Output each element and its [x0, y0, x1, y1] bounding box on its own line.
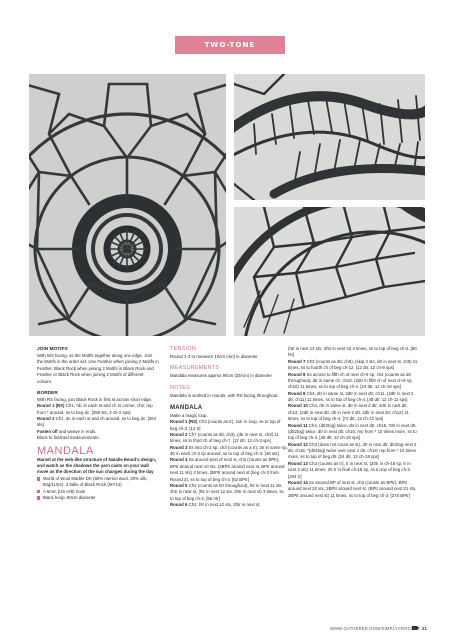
- round-label: Round 8: [288, 371, 306, 377]
- mandala-round-9: [288, 391, 418, 404]
- tension-heading: TENSION: [170, 346, 197, 352]
- notes-text: Mandala is worked in rounds, with RS facing throughout.: [170, 392, 279, 398]
- border-text: With RS facing, join Black Rock in first st across short edge.: [37, 396, 153, 402]
- border-round-2: [37, 416, 159, 429]
- mandala-round-2: [170, 432, 288, 445]
- mandala-round-11: [288, 423, 418, 442]
- mandala-section-title: MANDALA: [37, 444, 94, 457]
- round-text: Ss into ch-3 sp, ch3 (counts as a tr), 3tr in same sp, 4tr in each ch-3 sp around, ss to top of beg ch-3. [48 sts]: [170, 444, 288, 456]
- round-label: Round 9: [288, 390, 306, 396]
- materials-list: [37, 476, 159, 502]
- round-text: Ch4, dtr in same st, 2dtr in next dtr, ch11, (2dtr in next 2 dtr, ch11) 11 times, ss to top of beg ch-4. [48 dtr, 12 ch-11 sps]: [288, 390, 414, 402]
- mandala-round-6: [170, 502, 288, 508]
- bullet-marker: [37, 490, 40, 493]
- mandala-round-1: [170, 419, 288, 432]
- mandala-round-8: [288, 372, 418, 391]
- round-text: Ss around post of next st, ch3 (counts as BPtr), BPtr around next 10 sts, (2BPtr around next st, BPtr around next 11 sts) 3 times, 2BPtr around next st (beg ch-3 from Round 3), ss to top of beg ch-3. [52 BPtr]: [170, 457, 285, 482]
- materials-item-yarn: [37, 476, 159, 489]
- bullet-marker: [37, 477, 40, 480]
- notes-heading: NOTES: [170, 384, 191, 391]
- mandala-detail-image-bottom: [234, 207, 425, 336]
- fasten-label: Fasten off: [37, 428, 58, 434]
- mandala-intro: Marvel at the web-like structure of Natalie Beard's design, and watch as the shadows the yarn casts on your wall move as the direction of the sun changes during the day: [37, 456, 157, 475]
- round-text: Ch3 (does not count as st), dtr in next dtr, dtr2tog next 2 dtr, ch18, *(dtr2tog) twice over next 4 dtr, ch18; rep from * 10 times more, ss to top of beg dtr. [24 dtr, 12 ch-18 sps]: [288, 441, 417, 460]
- tension-text: Round 1-3 to measure 10cm (4in) in diameter: [170, 353, 258, 359]
- round-label: Round 13: [288, 460, 308, 466]
- mandala-round-7: [288, 359, 418, 372]
- round-text: Ch4, dtr in same st, dtr in next 2 dtr, 2dtr in next dtr, ch12, (2dtr in next dtr, dtr in next 2 dtr, 2dtr in next dtr, ch12) 11 times, ss to top of beg ch-4. [72 dtr, 12 ch-12 sps]: [288, 403, 409, 422]
- materials-text: World of Wool Marble DK (80% merino wool, 20% silk, 50g/110m), 3 balls of Black Rock (MY14): [43, 475, 148, 488]
- round-text: Ch3 (counts as dtr, ch9), (skip 4 sts, dtr in next st, ch9) 11 times, ss to fourth ch of beg ch-12. [12 dtr, 12 ch-9 sps]: [288, 358, 418, 371]
- text-column-3: [288, 346, 418, 499]
- round-label: Round 10: [288, 403, 308, 409]
- join-motifs-text: With WS facing, ss the Motifs together along one edge. Join the Motifs in the order set. Use Feather when joining 2 Motifs in Feather, Black Rock when joining 2 Motifs in Black Rock and Feather or Black Rock when joining 2 Motifs of different colours.: [37, 353, 159, 384]
- mandala-round-12: [288, 442, 418, 461]
- mandala-detail-image-top: [234, 74, 425, 200]
- round-label: Round 12: [288, 441, 308, 447]
- round-label: Round 6: [170, 502, 188, 507]
- round-text: Ch3 (counts as tr), tr in next st, (20tr in ch-18 sp, tr in next 2 sts) 11 times, 20 tr in final ch-18 sp, ss to top of beg ch-3. [264 tr]: [288, 460, 412, 479]
- text-column-2: [170, 346, 288, 508]
- mandala-centre-image: [29, 74, 226, 336]
- round-label: Round 1 (RS): [37, 403, 65, 409]
- materials-item-hoop: [37, 495, 159, 501]
- mandala-round-13: [288, 461, 418, 480]
- round-label: Round 5: [170, 482, 188, 488]
- round-label: Round 3: [170, 444, 188, 450]
- mandala-round-5: [170, 483, 288, 502]
- round-label: Round 4: [170, 457, 188, 463]
- mandala-detail-photo-top: [234, 74, 425, 200]
- footer-site-url: WWW.GATHERED.HOW/SIMPLYCROCHET: [329, 626, 420, 631]
- round-text: Ss across to fifth ch of next ch-9 sp, ch4 (counts as dtr throughout), dtr in same ch, ch10, (2dtr in fifth ch of next ch-9 sp, ch10) 11 times, ss to top of beg ch-4. [24 dtr, 12 ch-10 sps]: [288, 371, 413, 390]
- section-banner: TWO-TONE COLLECTION: [175, 36, 285, 54]
- round-text: Ch3 (counts as tr), 11tr in loop, ss to top of beg ch-3. [12 tr]: [170, 419, 281, 431]
- bullet-marker: [37, 496, 40, 499]
- round-label: Round 1 (RS): [170, 419, 198, 425]
- round-label: Round 11: [288, 422, 308, 428]
- mandala-centre-photo: [29, 74, 226, 336]
- round-text: Ch1, dc in each st and ch around, ss to beg dc. [364 sts]: [37, 416, 157, 428]
- round-text: Ch7 (counts as dtr, ch3), (dtr in next st, ch3) 11 times, ss to third ch of beg ch-7. [12 dtr, 12 ch-3 sps]: [170, 431, 279, 444]
- block-text: Block to finished measurements.: [37, 435, 100, 441]
- page-number: 21: [421, 626, 427, 631]
- mandala-round-3: [170, 445, 288, 458]
- mandala-heading: MANDALA: [170, 404, 203, 411]
- border-heading: BORDER: [37, 390, 58, 396]
- mandala-round-10: [288, 403, 418, 422]
- page-footer: [330, 626, 427, 631]
- round-text: Ch1, *dc in each st and ch to corner, ch2; rep from * around, ss to beg dc. [356 sts, 4 ch-2 sps]: [37, 403, 153, 415]
- round-text: Ch4, (dtr2tog) twice, dtr in next dtr, ch15, *dtr in next dtr, (dtr2tog) twice, dtr in next dtr, ch15; rep from * 10 times more, ss to top of beg ch-4. [48 dtr, 12 ch-15 sps]: [288, 422, 417, 441]
- join-motifs-heading: JOIN MOTIFS: [37, 347, 68, 352]
- round-text: Ss around BP of next st, ch3 (counts as BPtr), BPtr around next 20 sts, 2BPtr around next st, (BPtr around next 21 sts, 2BPtr around next st) 11 times, ss to top of beg ch-3. [276 BPtr]: [288, 479, 417, 498]
- text-column-1: [37, 346, 159, 501]
- round-label: Round 7: [288, 358, 306, 364]
- round-label: Round 2: [170, 431, 188, 437]
- round-6-continued: (htr in next 13 sts, 2htr in next st) 3 times, ss to top of beg ch-2. [60 htr]: [288, 346, 417, 358]
- make-ring-text: Make a magic loop.: [170, 412, 208, 418]
- materials-text: A 5mm (US H/8) hook: [43, 488, 86, 494]
- fasten-text: and weave in ends.: [57, 428, 97, 434]
- border-round-1: [37, 403, 159, 416]
- mandala-round-14: [288, 480, 418, 499]
- measurements-text: Mandala measures approx 90cm (35½in) in diameter: [170, 373, 272, 379]
- round-label: Round 14: [288, 479, 308, 485]
- round-text: Ch2 (counts as htr throughout), htr in next 11 sts, 2htr in next st, (htr in next 12 sts, 2htr in next st) 3 times, ss to top of beg ch-2. [56 htr]: [170, 482, 284, 501]
- round-text: Ch2, htr in next 12 sts, 2htr in next st,: [187, 502, 261, 507]
- measurements-heading: MEASUREMENTS: [170, 365, 220, 372]
- mandala-round-4: [170, 457, 288, 483]
- round-label: Round 2: [37, 416, 55, 422]
- mandala-detail-photo-bottom: [234, 207, 425, 336]
- materials-text: Black hoop, 90cm diameter: [43, 494, 96, 500]
